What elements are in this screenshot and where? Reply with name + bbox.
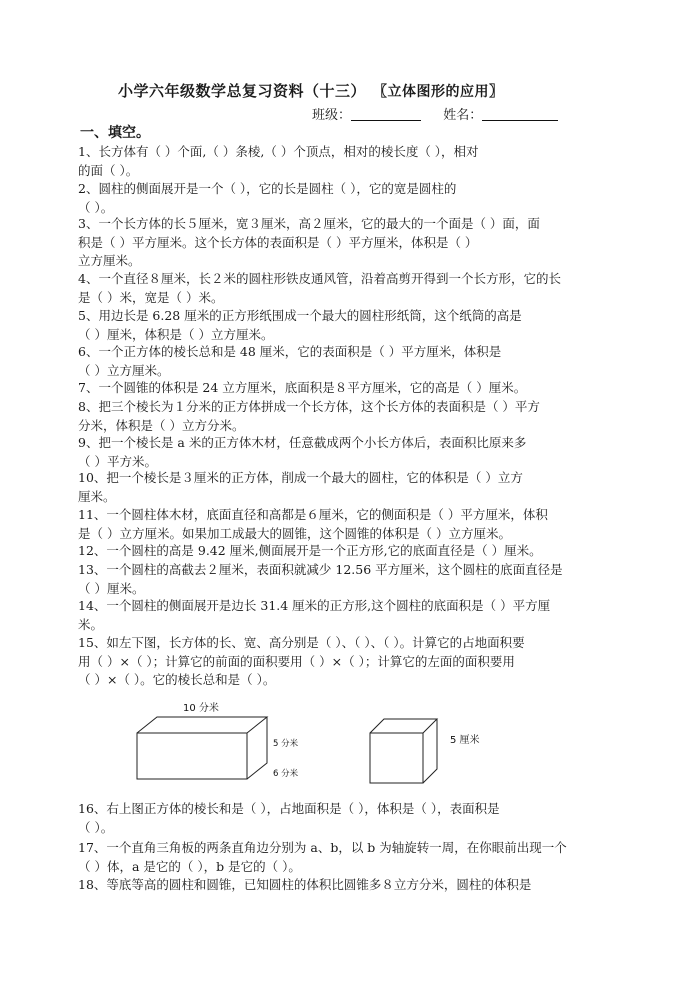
section-title: 一、填空。 bbox=[80, 125, 150, 141]
question-10 bbox=[78, 469, 624, 506]
question-line: 11、一个圆柱体木材，底面直径和高都是６厘米，它的侧面积是（ ）平方厘米，体积 bbox=[78, 507, 548, 522]
question-13 bbox=[78, 561, 624, 598]
cuboid-height-label: 5 分米 bbox=[273, 739, 299, 749]
question-line: 17、一个直角三角板的两条直角边分别为 a、b，以 b 为轴旋转一周，在你眼前出现一个 bbox=[78, 840, 567, 855]
question-line: （ ）厘米。 bbox=[78, 580, 145, 596]
question-line: 10、把一个棱长是３厘米的正方体，削成一个最大的圆柱，它的体积是（ ）立方 bbox=[78, 470, 523, 485]
title-text: 小学六年级数学总复习资料（十三） bbox=[118, 82, 367, 100]
subtitle-text: 〖立体图形的应用〗 bbox=[380, 84, 504, 100]
question-line: 14、一个圆柱的侧面展开是边长 31.4 厘米的正方形,这个圆柱的底面积是（ ）平方厘 bbox=[78, 598, 551, 613]
question-14 bbox=[78, 597, 624, 634]
question-4 bbox=[78, 270, 624, 307]
question-line: （ ）立方厘米。 bbox=[78, 362, 170, 378]
question-9 bbox=[78, 434, 624, 471]
question-17 bbox=[78, 839, 624, 876]
question-line: 6、一个正方体的棱长总和是 48 厘米，它的表面积是（ ）平方厘米，体积是 bbox=[78, 344, 502, 359]
question-7 bbox=[78, 379, 624, 398]
question-line: 4、一个直径８厘米，长２米的圆柱形铁皮通风管，沿着高剪开得到一个长方形，它的长 bbox=[78, 271, 561, 286]
question-line: 的面（ ）。 bbox=[78, 162, 139, 178]
solid-figures bbox=[0, 695, 696, 795]
question-1 bbox=[78, 143, 624, 180]
question-line: 用（ ）×（ ）；计算它的前面的面积要用（ ）×（ ）；计算它的左面的面积要用 bbox=[78, 653, 515, 669]
question-line: 18、等底等高的圆柱和圆锥，已知圆柱的体积比圆锥多８立方分米，圆柱的体积是 bbox=[78, 877, 532, 892]
cube-figure bbox=[370, 719, 437, 783]
question-line: 16、右上图正方体的棱长和是（ ），占地面积是（ ），体积是（ ），表面积是 bbox=[78, 801, 500, 816]
question-line: 13、一个圆柱的高截去２厘米，表面积就减少 12.56 平方厘米，这个圆柱的底面直径是 bbox=[78, 562, 563, 577]
student-info bbox=[312, 104, 558, 123]
cuboid-length-label: 10 分米 bbox=[183, 703, 219, 714]
cuboid-width-label: 6 分米 bbox=[273, 769, 299, 779]
question-line: 15、如左下图，长方体的长、宽、高分别是（ ）、（ ）、（ ）。计算它的占地面积要 bbox=[78, 635, 525, 650]
question-18 bbox=[78, 876, 624, 895]
class-blank[interactable] bbox=[351, 106, 421, 121]
question-line: 3、一个长方体的长５厘米，宽３厘米，高２厘米，它的最大的一个面是（ ）面，面 bbox=[78, 216, 540, 231]
question-line: （ ）×（ ）。它的棱长总和是（ ）。 bbox=[78, 672, 276, 687]
question-3 bbox=[78, 215, 624, 271]
question-line: 厘米。 bbox=[78, 488, 116, 504]
cuboid-figure bbox=[137, 717, 267, 779]
question-15 bbox=[78, 634, 624, 690]
name-blank[interactable] bbox=[482, 106, 558, 121]
question-line: 2、圆柱的侧面展开是一个（ ），它的长是圆柱（ ），它的宽是圆柱的 bbox=[78, 181, 457, 196]
question-5 bbox=[78, 307, 624, 344]
question-16 bbox=[78, 800, 624, 837]
question-12 bbox=[78, 542, 624, 561]
question-11 bbox=[78, 506, 624, 543]
question-line: （ ）平方米。 bbox=[78, 453, 157, 469]
question-line: 是（ ）立方厘米。如果加工成最大的圆锥，这个圆锥的体积是（ ）立方厘米。 bbox=[78, 525, 511, 541]
question-line: 米。 bbox=[78, 616, 104, 632]
question-line: 5、用边长是 6.28 厘米的正方形纸围成一个最大的圆柱形纸筒，这个纸筒的高是 bbox=[78, 308, 522, 323]
question-line: 分米，体积是（ ）立方分米。 bbox=[78, 417, 245, 433]
question-8 bbox=[78, 398, 624, 435]
name-label: 姓名： bbox=[443, 108, 483, 123]
question-line: 1、长方体有（ ）个面,（ ）条棱,（ ）个顶点，相对的棱长度（ ），相对 bbox=[78, 144, 479, 159]
question-line: 9、把一个棱长是 a 米的正方体木材，任意截成两个小长方体后，表面积比原来多 bbox=[78, 435, 527, 450]
question-2 bbox=[78, 180, 624, 217]
question-6 bbox=[78, 343, 624, 380]
cube-edge-label: 5 厘米 bbox=[450, 735, 480, 746]
question-line: 立方厘米。 bbox=[78, 253, 141, 268]
question-line: （ ）。 bbox=[78, 819, 114, 835]
question-line: 8、把三个棱长为１分米的正方体拼成一个长方体，这个长方体的表面积是（ ）平方 bbox=[78, 399, 540, 414]
question-line: （ ）体，a 是它的（ ），b 是它的（ ）。 bbox=[78, 858, 301, 874]
question-line: 12、一个圆柱的高是 9.42 厘米,侧面展开是一个正方形,它的底面直径是（ ）厘米。 bbox=[78, 543, 542, 558]
question-line: 是（ ）米，宽是（ ）米。 bbox=[78, 289, 224, 305]
page-title bbox=[118, 80, 504, 101]
question-line: 积是（ ）平方厘米。这个长方体的表面积是（ ）平方厘米，体积是（ ） bbox=[78, 234, 478, 250]
class-label: 班级： bbox=[312, 108, 352, 123]
question-line: （ ）厘米，体积是（ ）立方厘米。 bbox=[78, 326, 274, 342]
question-line: 7、一个圆锥的体积是 24 立方厘米，底面积是８平方厘米，它的高是（ ）厘米。 bbox=[78, 380, 527, 395]
question-line: （ ）。 bbox=[78, 199, 114, 215]
